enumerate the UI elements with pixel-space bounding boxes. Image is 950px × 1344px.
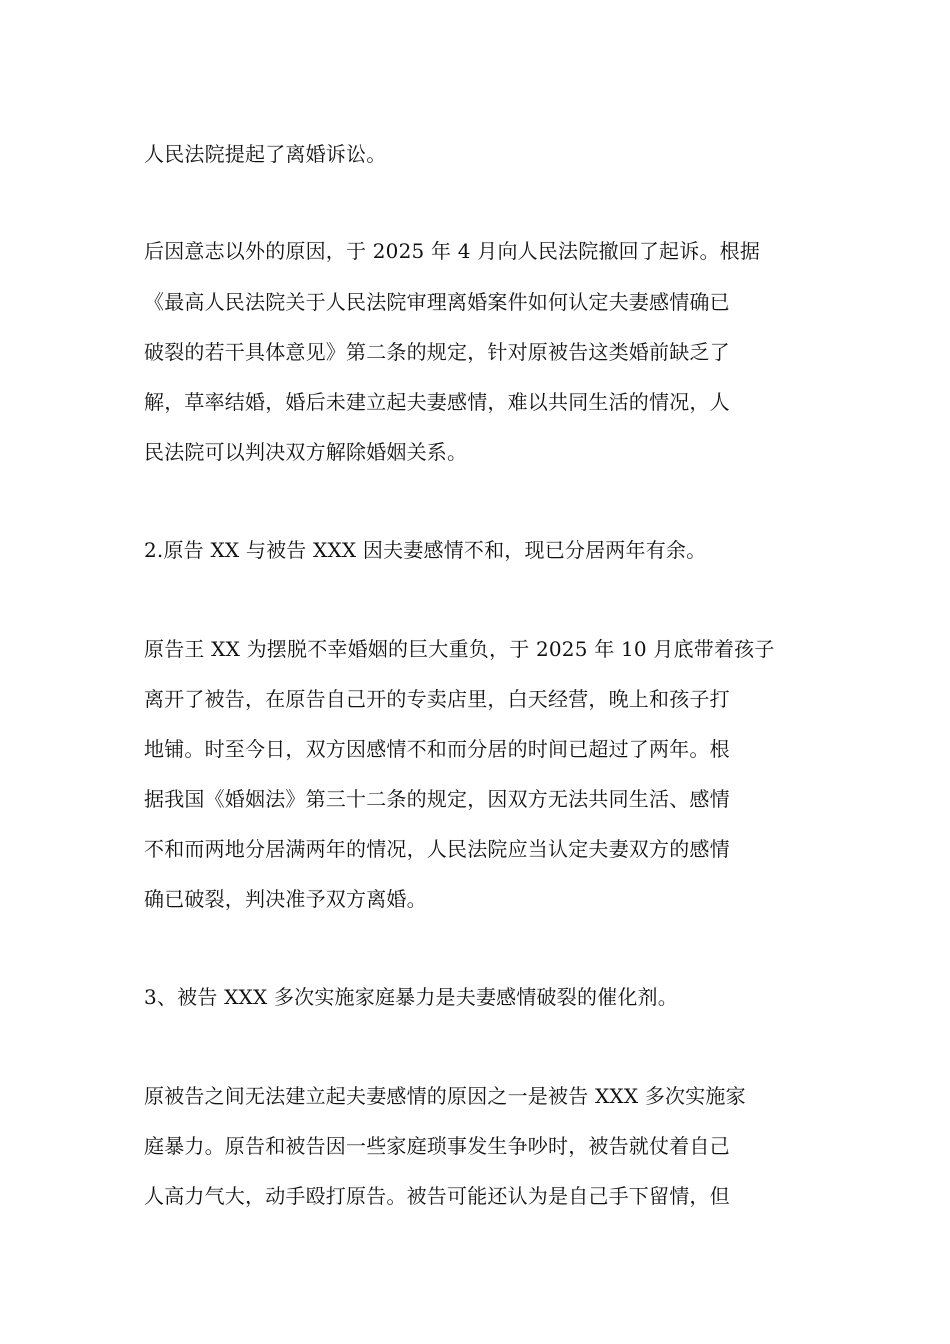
text-line-1: 人民法院提起了离婚诉讼。: [144, 142, 387, 166]
text-line-8: 原告王 XX 为摆脱不幸婚姻的巨大重负，于 2025 年 10 月底带着孩子: [144, 637, 775, 661]
text-line-4: 破裂的若干具体意见》第二条的规定，针对原被告这类婚前缺乏了: [144, 340, 730, 364]
section-heading-2: 2.原告 XX 与被告 XXX 因夫妻感情不和，现已分居两年有余。: [144, 538, 707, 562]
text-line-9: 离开了被告，在原告自己开的专卖店里，白天经营，晚上和孩子打: [144, 687, 730, 711]
text-line-2: 后因意志以外的原因，于 2025 年 4 月向人民法院撤回了起诉。根据: [144, 239, 761, 263]
text-line-6: 民法院可以判决双方解除婚姻关系。: [144, 440, 468, 464]
text-line-5: 解，草率结婚，婚后未建立起夫妻感情，难以共同生活的情况，人: [144, 390, 730, 414]
text-line-17: 人高力气大，动手殴打原告。被告可能还认为是自己手下留情，但: [144, 1184, 730, 1208]
text-line-11: 据我国《婚姻法》第三十二条的规定，因双方无法共同生活、感情: [144, 787, 730, 811]
text-line-12: 不和而两地分居满两年的情况，人民法院应当认定夫妻双方的感情: [144, 837, 730, 861]
text-line-16: 庭暴力。原告和被告因一些家庭琐事发生争吵时，被告就仗着自己: [144, 1134, 730, 1158]
text-line-13: 确已破裂，判决准予双方离婚。: [144, 887, 427, 911]
text-line-10: 地铺。时至今日，双方因感情不和而分居的时间已超过了两年。根: [144, 737, 730, 761]
text-line-15: 原被告之间无法建立起夫妻感情的原因之一是被告 XXX 多次实施家: [144, 1084, 746, 1108]
text-line-3: 《最高人民法院关于人民法院审理离婚案件如何认定夫妻感情确已: [144, 290, 730, 314]
section-heading-3: 3、被告 XXX 多次实施家庭暴力是夫妻感情破裂的催化剂。: [144, 985, 678, 1009]
